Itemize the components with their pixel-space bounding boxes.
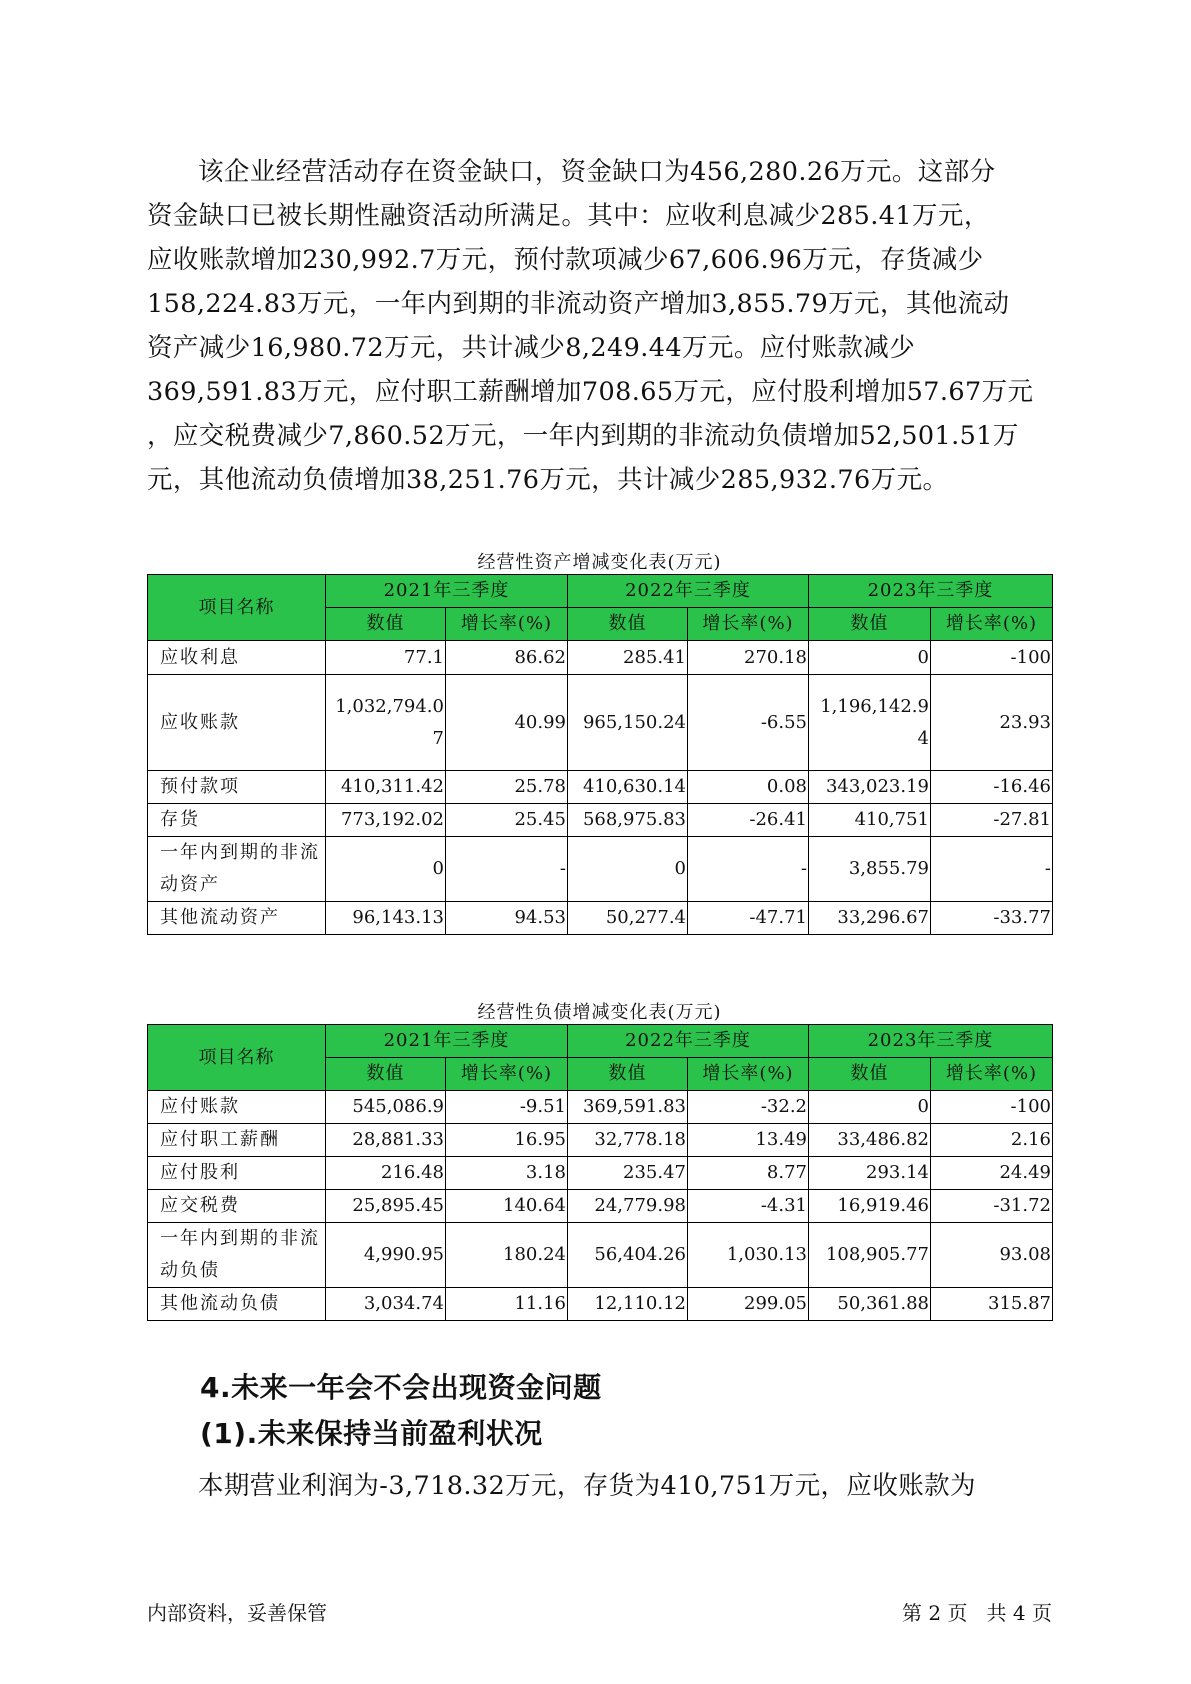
cell-growth: -100 [931,1091,1053,1124]
cell-growth: 86.62 [446,641,568,675]
cell-growth: -6.55 [688,675,809,771]
header-period: 2021年三季度 [326,1025,568,1058]
cell-growth: - [446,837,568,902]
liability-table-caption: 经营性负债增减变化表(万元) [477,1002,722,1023]
cell-value: 77.1 [326,641,446,675]
row-name: 应交税费 [148,1190,326,1223]
table-row [148,837,1053,902]
cell-value: 545,086.9 [326,1091,446,1124]
table-row [148,1190,1053,1223]
table-row [148,1223,1053,1288]
header-growth: 增长率(%) [931,608,1053,641]
cell-growth: 25.45 [446,804,568,837]
cell-growth: 11.16 [446,1288,568,1321]
header-period: 2022年三季度 [568,1025,809,1058]
header-period: 2022年三季度 [568,575,809,608]
table-row [148,675,1053,771]
footer-left: 内部资料，妥善保管 [147,1601,327,1625]
cell-value: 3,855.79 [809,837,931,902]
cell-value: 33,296.67 [809,902,931,935]
header-period: 2021年三季度 [326,575,568,608]
cell-growth: 299.05 [688,1288,809,1321]
cell-growth: -4.31 [688,1190,809,1223]
paragraph-line: ，应交税费减少7,860.52万元，一年内到期的非流动负债增加52,501.51万 [147,421,1019,451]
header-period: 2023年三季度 [809,575,1053,608]
cell-growth: 180.24 [446,1223,568,1288]
cell-value: 410,311.42 [326,771,446,804]
cell-growth: 23.93 [931,675,1053,771]
cell-value: 343,023.19 [809,771,931,804]
header-value: 数值 [326,608,446,641]
cell-value: 1,032,794.07 [326,675,446,771]
paragraph-line: 元，其他流动负债增加38,251.76万元，共计减少285,932.76万元。 [147,465,949,495]
cell-value: 3,034.74 [326,1288,446,1321]
cell-growth: 40.99 [446,675,568,771]
row-name: 应付股利 [148,1157,326,1190]
row-name: 应付账款 [148,1091,326,1124]
cell-value: 216.48 [326,1157,446,1190]
row-name: 其他流动资产 [148,902,326,935]
cell-growth: -26.41 [688,804,809,837]
cell-value: 773,192.02 [326,804,446,837]
row-name: 预付款项 [148,771,326,804]
cell-growth: - [688,837,809,902]
cell-value: 56,404.26 [568,1223,688,1288]
paragraph-line: 资产减少16,980.72万元，共计减少8,249.44万元。应付账款减少 [147,333,916,363]
cell-value: 965,150.24 [568,675,688,771]
table-row [148,902,1053,935]
cell-growth: 25.78 [446,771,568,804]
header-value: 数值 [568,1058,688,1091]
header-growth: 增长率(%) [688,608,809,641]
cell-value: 4,990.95 [326,1223,446,1288]
paragraph-line: 该企业经营活动存在资金缺口，资金缺口为456,280.26万元。这部分 [198,157,996,187]
header-period: 2023年三季度 [809,1025,1053,1058]
table-row [148,1288,1053,1321]
cell-growth: 270.18 [688,641,809,675]
header-growth: 增长率(%) [688,1058,809,1091]
row-name: 应付职工薪酬 [148,1124,326,1157]
cell-value: 25,895.45 [326,1190,446,1223]
row-name: 存货 [148,804,326,837]
paragraph-line: 资金缺口已被长期性融资活动所满足。其中：应收利息减少285.41万元， [147,201,990,231]
cell-growth: 140.64 [446,1190,568,1223]
row-name: 一年内到期的非流动资产 [148,837,326,902]
row-name: 应收账款 [148,675,326,771]
cell-value: 568,975.83 [568,804,688,837]
cell-value: 410,630.14 [568,771,688,804]
paragraph-line: 应收账款增加230,992.7万元，预付款项减少67,606.96万元，存货减少 [147,245,984,275]
header-value: 数值 [809,608,931,641]
header-item-name: 项目名称 [148,1025,326,1091]
cell-growth: 315.87 [931,1288,1053,1321]
cell-value: 1,196,142.94 [809,675,931,771]
cell-growth: -27.81 [931,804,1053,837]
cell-value: 32,778.18 [568,1124,688,1157]
cell-value: 50,361.88 [809,1288,931,1321]
cell-value: 33,486.82 [809,1124,931,1157]
cell-growth: 1,030.13 [688,1223,809,1288]
cell-value: 50,277.4 [568,902,688,935]
row-name: 应收利息 [148,641,326,675]
cell-value: 12,110.12 [568,1288,688,1321]
cell-value: 293.14 [809,1157,931,1190]
paragraph-line: 158,224.83万元，一年内到期的非流动资产增加3,855.79万元，其他流动 [147,289,1010,319]
cell-value: 369,591.83 [568,1091,688,1124]
table-row [148,771,1053,804]
cell-growth: 93.08 [931,1223,1053,1288]
header-value: 数值 [568,608,688,641]
header-growth: 增长率(%) [446,1058,568,1091]
section-heading: 4.未来一年会不会出现资金问题 [200,1371,602,1404]
section-body [147,1464,1052,1508]
cell-growth: -33.77 [931,902,1053,935]
cell-growth: 0.08 [688,771,809,804]
paragraph-line: 本期营业利润为-3,718.32万元，存货为410,751万元，应收账款为 [198,1471,976,1501]
header-growth: 增长率(%) [446,608,568,641]
cell-growth: -100 [931,641,1053,675]
cell-growth: 2.16 [931,1124,1053,1157]
section-subheading: (1).未来保持当前盈利状况 [200,1417,543,1450]
table-row [148,1124,1053,1157]
header-growth: 增长率(%) [931,1058,1053,1091]
table-row [148,641,1053,675]
cell-value: 285.41 [568,641,688,675]
footer-page-number: 第 2 页 共 4 页 [902,1601,1052,1625]
cell-growth: -9.51 [446,1091,568,1124]
cell-value: 235.47 [568,1157,688,1190]
table-row [148,1157,1053,1190]
cell-value: 24,779.98 [568,1190,688,1223]
cell-value: 0 [809,1091,931,1124]
cell-value: 16,919.46 [809,1190,931,1223]
cell-growth: 13.49 [688,1124,809,1157]
asset-table-caption: 经营性资产增减变化表(万元) [477,552,722,573]
cell-value: 108,905.77 [809,1223,931,1288]
cell-value: 0 [326,837,446,902]
cell-growth: 3.18 [446,1157,568,1190]
row-name: 其他流动负债 [148,1288,326,1321]
cell-value: 96,143.13 [326,902,446,935]
intro-paragraph [147,150,1052,502]
cell-growth: -32.2 [688,1091,809,1124]
cell-growth: 16.95 [446,1124,568,1157]
cell-value: 410,751 [809,804,931,837]
cell-growth: - [931,837,1053,902]
cell-value: 0 [809,641,931,675]
cell-growth: -16.46 [931,771,1053,804]
cell-value: 28,881.33 [326,1124,446,1157]
cell-value: 0 [568,837,688,902]
cell-growth: 8.77 [688,1157,809,1190]
table-row [148,804,1053,837]
cell-growth: 24.49 [931,1157,1053,1190]
liability-change-table [147,1024,1053,1321]
header-value: 数值 [809,1058,931,1091]
asset-change-table [147,574,1053,935]
table-row [148,1091,1053,1124]
header-value: 数值 [326,1058,446,1091]
cell-growth: -47.71 [688,902,809,935]
cell-growth: 94.53 [446,902,568,935]
header-item-name: 项目名称 [148,575,326,641]
row-name: 一年内到期的非流动负债 [148,1223,326,1288]
paragraph-line: 369,591.83万元，应付职工薪酬增加708.65万元，应付股利增加57.67万元 [147,377,1034,407]
cell-growth: -31.72 [931,1190,1053,1223]
